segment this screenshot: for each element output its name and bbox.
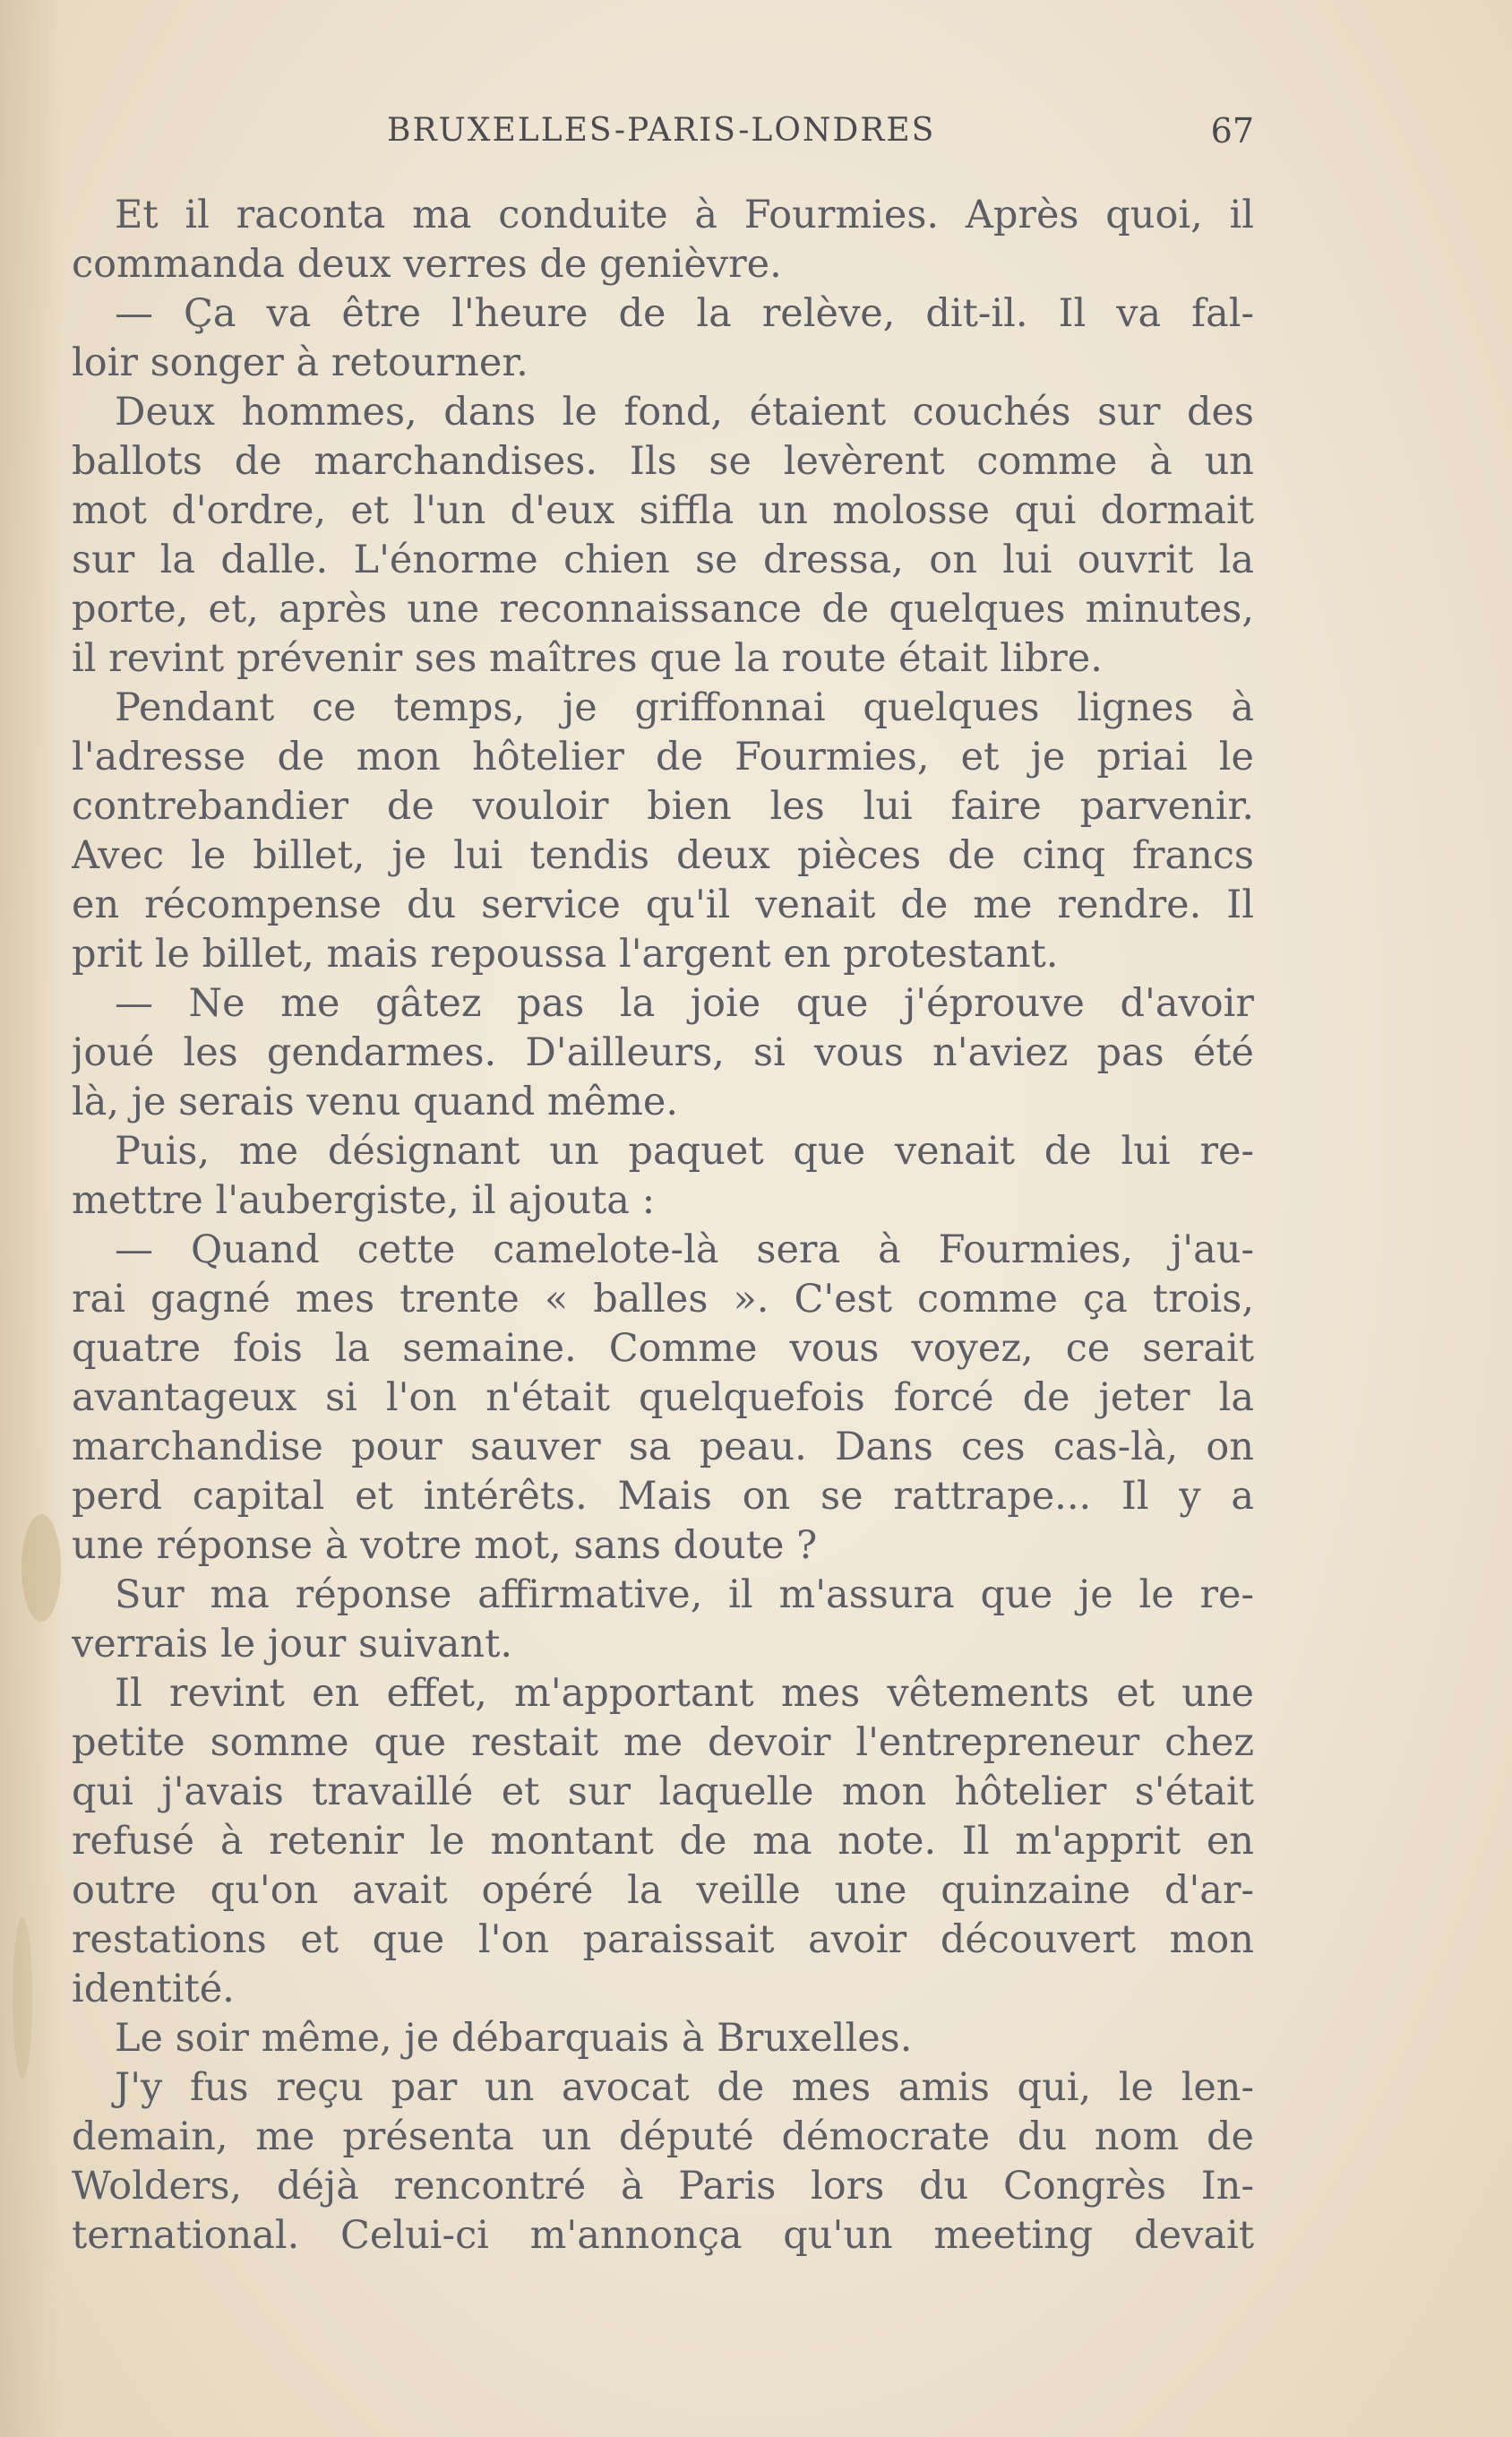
body-text (72, 191, 1254, 2260)
text-line: — Ça va être l'heure de la relève, dit-il. Il va fal- (115, 291, 1254, 336)
text-line: Avec le billet, je lui tendis deux pièces de cinq francs (72, 833, 1254, 878)
text-line: avantageux si l'on n'était quelquefois forcé de jeter la (72, 1375, 1254, 1420)
paper-stain (13, 1917, 32, 2079)
text-line: petite somme que restait me devoir l'entrepreneur chez (72, 1720, 1254, 1765)
text-line: loir songer à retourner. (72, 340, 528, 385)
text-line: perd capital et intérêts. Mais on se rattrape... Il y a (72, 1474, 1254, 1519)
text-line: rai gagné mes trente « balles ». C'est comme ça trois, (72, 1277, 1254, 1322)
text-line: quatre fois la semaine. Comme vous voyez, ce serait (72, 1326, 1254, 1371)
text-line: sur la dalle. L'énorme chien se dressa, on lui ouvrit la (72, 538, 1254, 582)
text-line: Et il raconta ma conduite à Fourmies. Après quoi, il (115, 193, 1254, 237)
text-line: ballots de marchandises. Ils se levèrent comme à un (72, 439, 1254, 484)
text-line: ternational. Celui-ci m'annonça qu'un meeting devait (72, 2213, 1254, 2258)
text-line: mot d'ordre, et l'un d'eux siffla un molosse qui dormait (72, 488, 1254, 533)
text-line: Il revint en effet, m'apportant mes vêtements et une (115, 1671, 1254, 1716)
text-line: prit le billet, mais repoussa l'argent en protestant. (72, 932, 1059, 977)
page-number: 67 (1210, 111, 1254, 151)
text-line: une réponse à votre mot, sans doute ? (72, 1523, 818, 1568)
text-line: en récompense du service qu'il venait de me rendre. Il (72, 883, 1254, 927)
text-line: marchandise pour sauver sa peau. Dans ces cas-là, on (72, 1425, 1254, 1469)
text-line: là, je serais venu quand même. (72, 1080, 679, 1124)
text-line: — Quand cette camelote-là sera à Fourmies, j'au- (115, 1227, 1254, 1272)
paper-stain (21, 1514, 61, 1622)
text-line: outre qu'on avait opéré la veille une quinzaine d'ar- (72, 1868, 1254, 1913)
text-line: Le soir même, je débarquais à Bruxelles. (115, 2016, 913, 2061)
text-line: identité. (72, 1967, 235, 2011)
running-title: BRUXELLES-PARIS-LONDRES (387, 112, 936, 149)
text-line: Puis, me désignant un paquet que venait de lui re- (115, 1129, 1254, 1174)
text-line: qui j'avais travaillé et sur laquelle mon hôtelier s'était (72, 1770, 1254, 1814)
text-line: Sur ma réponse affirmative, il m'assura que je le re- (115, 1572, 1254, 1617)
text-line: demain, me présenta un député démocrate du nom de (72, 2114, 1254, 2159)
text-line: Wolders, déjà rencontré à Paris lors du Congrès In- (72, 2164, 1254, 2209)
text-line: porte, et, après une reconnaissance de quelques minutes, (72, 587, 1254, 632)
text-line: restations et que l'on paraissait avoir découvert mon (72, 1917, 1254, 1962)
text-line: refusé à retenir le montant de ma note. Il m'apprit en (72, 1819, 1254, 1864)
text-line: Deux hommes, dans le fond, étaient couchés sur des (115, 390, 1254, 435)
text-line: Pendant ce temps, je griffonnai quelques lignes à (115, 685, 1254, 730)
text-line: mettre l'aubergiste, il ajouta : (72, 1178, 656, 1223)
text-line: il revint prévenir ses maîtres que la route était libre. (72, 636, 1103, 681)
text-line: verrais le jour suivant. (72, 1622, 513, 1666)
text-line: joué les gendarmes. D'ailleurs, si vous n'aviez pas été (72, 1030, 1254, 1075)
text-line: J'y fus reçu par un avocat de mes amis qui, le len- (115, 2065, 1254, 2110)
page-edge-shadow (0, 0, 63, 2437)
page-header (72, 106, 1254, 156)
text-line: l'adresse de mon hôtelier de Fourmies, et je priai le (72, 735, 1254, 779)
text-line: contrebandier de vouloir bien les lui faire parvenir. (72, 784, 1254, 829)
text-line: commanda deux verres de genièvre. (72, 242, 782, 287)
text-line: — Ne me gâtez pas la joie que j'éprouve d'avoir (115, 981, 1254, 1026)
